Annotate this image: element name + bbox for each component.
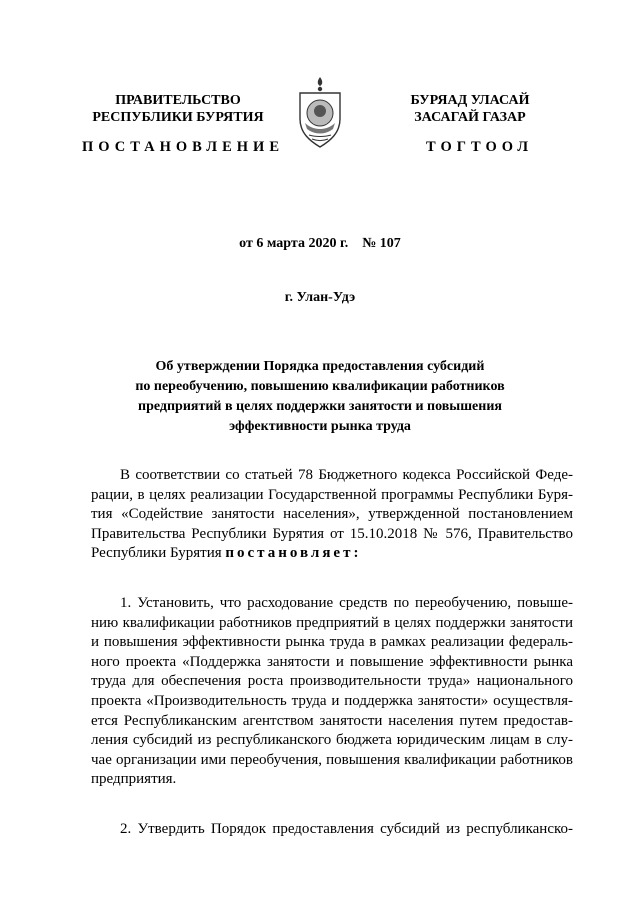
document-type-russian: ПОСТАНОВЛЕНИЕ <box>82 139 285 155</box>
paragraph-line: труда для обеспечения роста производительности труда» национального <box>91 673 573 690</box>
date-and-number: от 6 марта 2020 г. № 107 <box>239 236 401 251</box>
clause-2-paragraph <box>91 820 573 840</box>
resolves-keyword: постановляет: <box>225 545 362 562</box>
title-line: Об утверждении Порядка предоставления субсидий <box>155 359 485 374</box>
paragraph-line: чае организации ими переобучения, повышения квалификации работников <box>91 751 573 768</box>
preamble-paragraph <box>91 466 573 564</box>
paragraph-line: Правительства Республики Бурятия от 15.10.2018 № 576, Правительство <box>91 525 573 542</box>
paragraph-line: нию квалификации работников предприятий в целях поддержки занятости <box>91 614 573 631</box>
paragraph-line <box>91 544 573 564</box>
paragraph-line: ется Республиканским агентством занятости населения путем предостав- <box>91 712 573 729</box>
paragraph-line: 2. Утвердить Порядок предоставления субсидий из республиканско- <box>120 821 573 837</box>
coat-of-arms-icon <box>295 75 345 151</box>
paragraph-line: 1. Установить, что расходование средств по переобучению, повыше- <box>120 595 573 611</box>
org-line: ЗАСАГАЙ ГАЗАР <box>414 110 526 125</box>
paragraph-line: предприятия. <box>91 771 177 788</box>
document-title <box>100 357 540 437</box>
paragraph-line: ного проекта «Поддержка занятости и повышение эффективности рынка <box>91 653 573 670</box>
title-line: эффективности рынка труда <box>229 419 411 434</box>
paragraph-line: проекта «Производительность труда и поддержка занятости» осуществля- <box>91 692 573 709</box>
clause-1-paragraph <box>91 594 573 790</box>
org-line: ПРАВИТЕЛЬСТВО <box>115 93 241 108</box>
paragraph-line-prefix: Республики Бурятия <box>91 545 226 562</box>
paragraph-line: тия «Содействие занятости населения», утвержденной постановлением <box>91 506 573 523</box>
title-line: по переобучению, повышению квалификации работников <box>135 379 505 394</box>
document-type-buryat: ТОГТООЛ <box>426 139 534 155</box>
city: г. Улан-Удэ <box>284 290 356 305</box>
paragraph-line: В соответствии со статьей 78 Бюджетного кодекса Российской Феде- <box>120 467 573 483</box>
paragraph-line: и повышения эффективности рынка труда в рамках реализации федераль- <box>91 634 573 651</box>
paragraph-line: ления субсидий из республиканского бюджета юридическим лицам в слу- <box>91 732 573 749</box>
government-name-russian <box>78 92 278 126</box>
title-line: предприятий в целях поддержки занятости и повышения <box>138 399 502 414</box>
org-line: РЕСПУБЛИКИ БУРЯТИЯ <box>92 110 264 125</box>
org-line: БУРЯАД УЛАСАЙ <box>410 93 530 108</box>
government-name-buryat <box>390 92 550 126</box>
paragraph-line: рации, в целях реализации Государственной программы Республики Буря- <box>91 486 573 503</box>
